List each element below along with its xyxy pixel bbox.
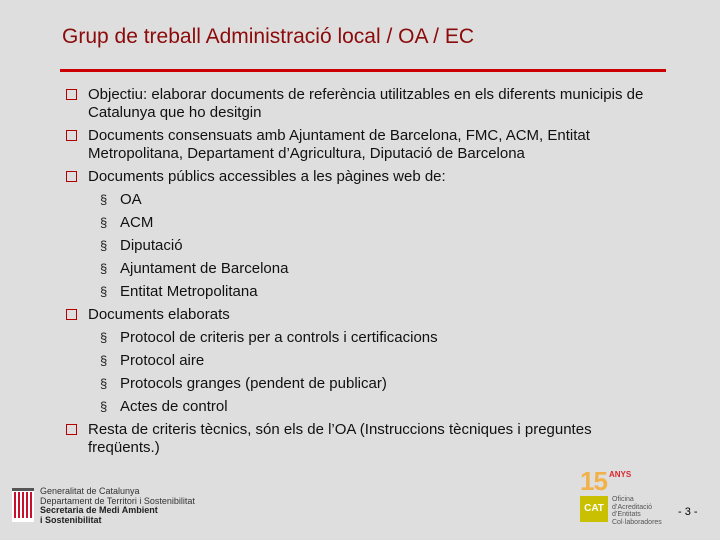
bullet-text: Entitat Metropolitana — [120, 283, 258, 300]
enac-text — [612, 496, 662, 526]
square-bullet-icon — [66, 424, 77, 435]
square-bullet-icon — [66, 89, 77, 100]
enac-line: Col·laboradores — [612, 518, 662, 526]
sub-bullet-item — [66, 398, 666, 416]
section-bullet-icon: § — [100, 238, 108, 253]
gencat-logo-block — [12, 487, 202, 527]
gencat-line: Departament de Territori i Sostenibilitat — [40, 495, 195, 506]
sub-bullet-item — [66, 214, 666, 232]
enac-line: d’Acreditació — [612, 503, 653, 511]
section-bullet-icon: § — [100, 215, 108, 230]
bullet-text: OA — [120, 191, 142, 208]
bullet-list — [66, 86, 666, 462]
sub-bullet-item — [66, 260, 666, 278]
section-bullet-icon: § — [100, 284, 108, 299]
enac-line: Oficina — [612, 496, 634, 503]
bullet-text: ACM — [120, 214, 154, 231]
bullet-text: Documents públics accessibles a les pàgines web de: — [88, 168, 446, 185]
bullet-text: Resta de criteris tècnics, són els de l’OA (Instruccions tècniques i preguntes freqüents.) — [88, 421, 592, 456]
gencat-line: Secretaria de Medi Ambient — [40, 505, 158, 515]
bullet-text: Actes de control — [120, 398, 228, 415]
bullet-text: Objectiu: elaborar documents de referència utilitzables en els diferents municipis de Catalunya que ho desitgin — [88, 86, 644, 121]
bullet-text: Protocol aire — [120, 352, 205, 369]
bullet-item — [66, 306, 666, 324]
gencat-text — [40, 487, 195, 525]
section-bullet-icon: § — [100, 353, 108, 368]
square-bullet-icon — [66, 309, 77, 320]
bullet-text: Protocol de criteris per a controls i certificacions — [120, 329, 438, 346]
title-underline — [60, 69, 666, 72]
cat-logo-icon: CAT — [580, 496, 608, 522]
section-bullet-icon: § — [100, 376, 108, 391]
bullet-text: Diputació — [120, 237, 183, 254]
section-bullet-icon: § — [100, 330, 108, 345]
section-bullet-icon: § — [100, 192, 108, 207]
bullet-text: Documents elaborats — [88, 306, 230, 323]
bullet-item — [66, 421, 666, 457]
gencat-emblem-icon — [12, 488, 34, 522]
sub-bullet-item — [66, 237, 666, 255]
sub-bullet-item — [66, 191, 666, 209]
bullet-item — [66, 86, 666, 122]
section-bullet-icon: § — [100, 399, 108, 414]
square-bullet-icon — [66, 171, 77, 182]
sub-bullet-item — [66, 375, 666, 393]
sub-bullet-item — [66, 329, 666, 347]
enac-line: d’Entitats — [612, 511, 641, 518]
bullet-text: Ajuntament de Barcelona — [120, 260, 289, 277]
bullet-text: Documents consensuats amb Ajuntament de Barcelona, FMC, ACM, Entitat Metropolitana, Departament d’Agricultura, Diputació de Barcelona — [88, 127, 590, 162]
anniversary-label: ANYS — [609, 470, 632, 479]
bullet-text: Protocols granges (pendent de publicar) — [120, 375, 387, 392]
bullet-item — [66, 127, 666, 163]
sub-bullet-item — [66, 283, 666, 301]
section-bullet-icon: § — [100, 261, 108, 276]
anniversary-number: 15 — [580, 466, 607, 496]
slide-title: Grup de treball Administració local / OA / EC — [62, 25, 475, 48]
square-bullet-icon — [66, 130, 77, 141]
gencat-line: i Sostenibilitat — [40, 514, 102, 525]
sub-bullet-item — [66, 352, 666, 370]
bullet-item — [66, 168, 666, 186]
enac-logo-block — [578, 466, 678, 528]
gencat-line: Generalitat de Catalunya — [40, 486, 140, 496]
page-number: - 3 - — [678, 506, 698, 518]
